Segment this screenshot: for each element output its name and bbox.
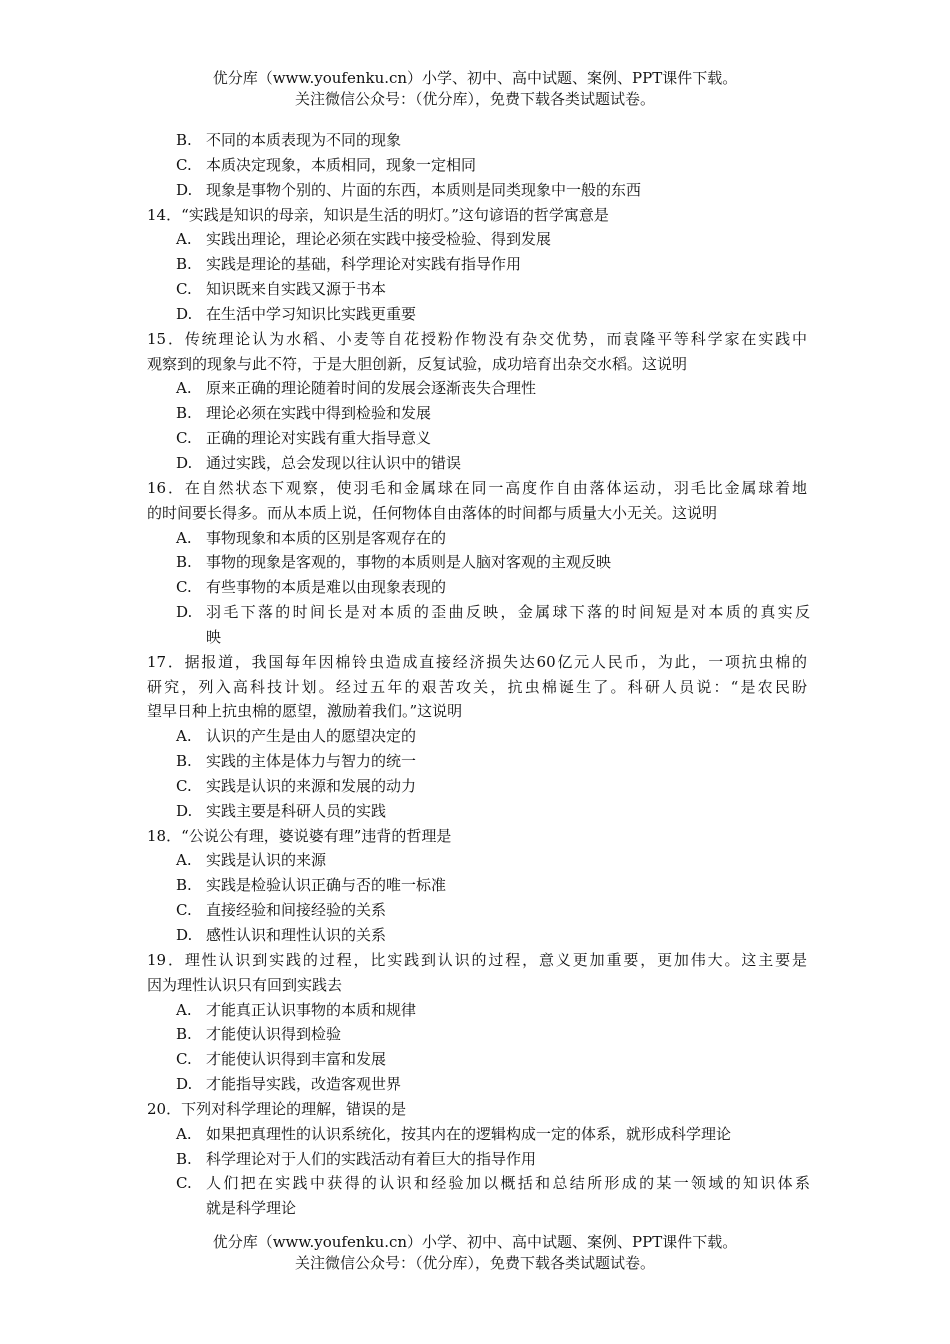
footer-line-2: 关注微信公众号：（优分库），免费下载各类试题试卷。 [294,1254,655,1272]
option-d: D. 实践主要是科研人员的实践 [176,801,387,820]
option-d: D. 通过实践，总会发现以往认识中的错误 [176,453,462,472]
option-c: C. 本质决定现象，本质相同，现象一定相同 [176,155,477,174]
option-a: A. 如果把真理性的认识系统化，按其内在的逻辑构成一定的体系，就形成科学理论 [176,1124,732,1143]
option-b: B. 事物的现象是客观的，事物的本质则是人脑对客观的主观反映 [176,553,612,572]
option-a: A. 原来正确的理论随着时间的发展会逐渐丧失合理性 [176,379,537,398]
question-text: 18．“公说公有理，婆说婆有理”违背的哲理是 [147,826,452,845]
option-b: B. 科学理论对于人们的实践活动有着巨大的指导作用 [176,1149,537,1168]
option-c: C. 直接经验和间接经验的关系 [176,901,387,920]
option-c: C. 有些事物的本质是难以由现象表现的 [176,578,447,597]
question-text: 19．理性认识到实践的过程，比实践到认识的过程，意义更加重要，更加伟大。这主要是 [147,950,807,969]
option-a: A. 认识的产生是由人的愿望决定的 [176,727,417,746]
option-a: A. 事物现象和本质的区别是客观存在的 [176,528,447,547]
question-16 [0,476,950,650]
question-content [0,128,950,1221]
question-18 [0,824,950,948]
option-d: D. 现象是事物个别的、片面的东西，本质则是同类现象中一般的东西 [176,180,642,199]
option-a: A. 才能真正认识事物的本质和规律 [176,1000,417,1019]
option-b: B. 理论必须在实践中得到检验和发展 [176,404,432,423]
page-header [0,68,950,110]
option-c: C. 知识既来自实践又源于书本 [176,280,387,299]
question-text: 14．“实践是知识的母亲，知识是生活的明灯。”这句谚语的哲学寓意是 [147,205,609,224]
question-17 [0,650,950,824]
option-b: B. 实践是理论的基础，科学理论对实践有指导作用 [176,255,522,274]
option-b: B. 不同的本质表现为不同的现象 [176,131,402,149]
question-text: 15．传统理论认为水稻、小麦等自花授粉作物没有杂交优势，而袁隆平等科学家在实践中 [147,329,807,348]
option-d: D. 感性认识和理性认识的关系 [176,926,387,944]
question-text: 研究，列入高科技计划。经过五年的艰苦攻关，抗虫棉诞生了。科研人员说：“是农民盼 [147,677,807,696]
header-line-2: 关注微信公众号：（优分库），免费下载各类试题试卷。 [294,90,655,108]
option-c: C. 正确的理论对实践有重大指导意义 [176,429,432,448]
footer-line-1: 优分库（www.youfenku.cn）小学、初中、高中试题、案例、PPT课件下载。 [212,1233,738,1251]
question-text: 观察到的现象与此不符，于是大胆创新，反复试验，成功培育出杂交水稻。这说明 [147,354,688,373]
question-text: 16．在自然状态下观察，使羽毛和金属球在同一高度作自由落体运动，羽毛比金属球着地 [147,478,807,497]
question-text: 因为理性认识只有回到实践去 [147,975,343,994]
option-c: C. 才能使认识得到丰富和发展 [176,1050,387,1069]
option-a: A. 实践出理论，理论必须在实践中接受检验、得到发展 [176,230,552,249]
option-d: D. 羽毛下落的时间长是对本质的歪曲反映，金属球下落的时间短是对本质的真实反 [176,603,810,622]
question-text: 20．下列对科学理论的理解，错误的是 [147,1099,407,1118]
header-line-1: 优分库（www.youfenku.cn）小学、初中、高中试题、案例、PPT课件下载。 [212,69,738,87]
question-text: 望早日种上抗虫棉的愿望，激励着我们。”这说明 [147,702,463,721]
question-text: 17．据报道，我国每年因棉铃虫造成直接经济损失达60亿元人民币，为此，一项抗虫棉的 [147,652,807,671]
question-13-continued [0,128,950,203]
option-d-continued: 映 [206,627,222,646]
option-d: D. 在生活中学习知识比实践更重要 [176,304,417,323]
option-a: A. 实践是认识的来源 [176,851,327,870]
question-14 [0,203,950,327]
option-b: B. 实践的主体是体力与智力的统一 [176,752,417,771]
option-c: C. 实践是认识的来源和发展的动力 [176,776,417,795]
option-d: D. 才能指导实践，改造客观世界 [176,1075,402,1094]
option-b: B. 才能使认识得到检验 [176,1025,342,1044]
page-footer [0,1232,950,1274]
question-text: 的时间要长得多。而从本质上说，任何物体自由落体的时间都与质量大小无关。这说明 [147,503,718,522]
question-15 [0,327,950,476]
option-c-continued: 就是科学理论 [206,1199,297,1218]
option-b: B. 实践是检验认识正确与否的唯一标准 [176,876,447,895]
question-20 [0,1097,950,1221]
question-19 [0,948,950,1097]
option-c: C. 人们把在实践中获得的认识和经验加以概括和总结所形成的某一领域的知识体系 [176,1174,810,1193]
